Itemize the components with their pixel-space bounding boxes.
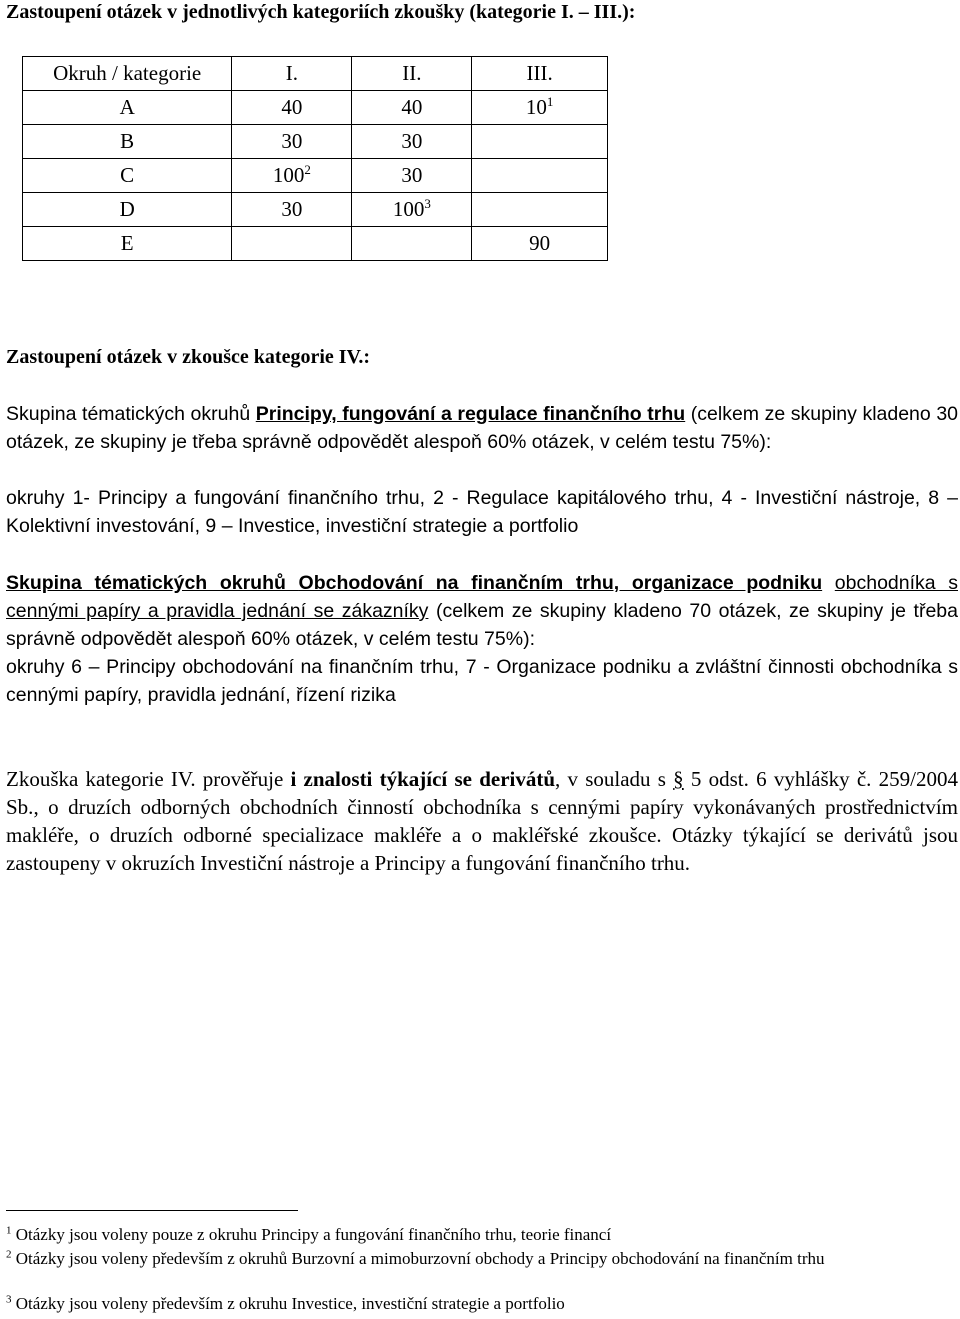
group2-title-bold: Obchodování na finančním trhu, organizace podniku xyxy=(298,572,823,594)
table-row xyxy=(23,193,608,227)
table-cell: 90 xyxy=(472,227,608,261)
table-cell: 30 xyxy=(352,125,472,159)
table-cell: $100^3$ xyxy=(352,193,472,227)
note-paragraph xyxy=(6,765,958,877)
group1-rest: (celkem ze skupiny kladeno 30 otázek, ze skupiny je třeba správně odpovědět alespoň 60% otázek, v celém testu 75%): xyxy=(6,403,959,453)
table-cell-okruh: E xyxy=(23,227,232,261)
heading-categories-i-iii: Zastoupení otázek v jednotlivých kategoriích zkoušky (kategorie I. – III.): xyxy=(6,1,636,23)
table-cell-okruh: C xyxy=(23,159,232,193)
group1-lead: Skupina tématických okruhů xyxy=(6,403,256,425)
heading-category-iv: Zastoupení otázek v zkoušce kategorie IV.: xyxy=(6,346,371,368)
table-header-cell: II. xyxy=(352,57,472,91)
group1-paragraph xyxy=(6,400,958,456)
table-cell xyxy=(232,227,352,261)
note-text: 5 odst. 6 vyhlášky č. 259/2004 Sb. xyxy=(6,767,958,819)
group2-paragraph xyxy=(6,569,958,653)
footnote-1: $^1$ Otázky jsou voleny pouze z okruhu Principy a fungování finančního trhu, teorie financí xyxy=(6,1224,612,1244)
table-header-row xyxy=(23,57,608,91)
group2-rest: (celkem ze skupiny kladeno 70 otázek, ze skupiny je třeba správně odpovědět alespoň 60% otázek, v celém testu 75%): xyxy=(6,600,958,650)
table-cell: 30 xyxy=(232,193,352,227)
table-cell: 30 xyxy=(352,159,472,193)
table-cell xyxy=(352,227,472,261)
group2-okruhy: okruhy 6 – Principy obchodování na finančním trhu, 7 - Organizace podniku a zvláštní činnosti obchodníka s cennými papíry, pravidla jednání, řízení rizika xyxy=(6,656,958,706)
table-cell xyxy=(472,125,608,159)
section-sign: § xyxy=(673,767,684,791)
note-text: Zkouška kategorie IV. prověřuje xyxy=(6,767,291,791)
table-row xyxy=(23,227,608,261)
group1-title: Principy, fungování a regulace finančního trhu xyxy=(255,403,686,425)
footnote-2: $^2$ Otázky jsou voleny především z okruhů Burzovní a mimoburzovní obchody a Principy obchodování na finančním trhu xyxy=(6,1248,825,1268)
group2-title-plain: obchodníka s cennými papíry a pravidla jednání se zákazníky xyxy=(6,572,958,622)
note-bold: i znalosti týkající se derivátů xyxy=(290,767,556,791)
categories-table xyxy=(22,56,608,261)
table-row xyxy=(23,125,608,159)
table-cell-okruh: D xyxy=(23,193,232,227)
group1-okruhy: okruhy 1- Principy a fungování finančního trhu, 2 - Regulace kapitálového trhu, 4 - Investiční nástroje, 8 – Kolektivní investování, 9 – Investice, investiční strategie a portfolio xyxy=(6,487,958,537)
table-cell-okruh: B xyxy=(23,125,232,159)
table-header-cell: Okruh / kategorie xyxy=(23,57,232,91)
table-cell-okruh: A xyxy=(23,91,232,125)
table-row xyxy=(23,159,608,193)
table-cell: 40 xyxy=(352,91,472,125)
table-header-cell: I. xyxy=(232,57,352,91)
table-header-cell: III. xyxy=(472,57,608,91)
table-cell: $100^2$ xyxy=(232,159,352,193)
table-cell: $10^1$ xyxy=(472,91,608,125)
note-text: , o druzích odborných obchodních činností obchodníka s cennými papíry vykonávaných prostřednictvím makléře, o druzích odborné specializace makléře a o makléřské zkoušce. Otázky týkající se derivátů jsou zastoupeny v okruzích Investiční nástroje a Principy a fungování finančního trhu. xyxy=(6,795,958,875)
table-cell: 30 xyxy=(232,125,352,159)
table-cell xyxy=(472,193,608,227)
group2-lead: Skupina tématických okruhů xyxy=(6,572,299,594)
footnote-separator xyxy=(6,1210,298,1211)
footnote-3: $^3$ Otázky jsou voleny především z okruhu Investice, investiční strategie a portfolio xyxy=(6,1293,565,1313)
note-text: , v souladu s xyxy=(555,767,674,791)
table-cell: 40 xyxy=(232,91,352,125)
table-cell xyxy=(472,159,608,193)
table-row xyxy=(23,91,608,125)
